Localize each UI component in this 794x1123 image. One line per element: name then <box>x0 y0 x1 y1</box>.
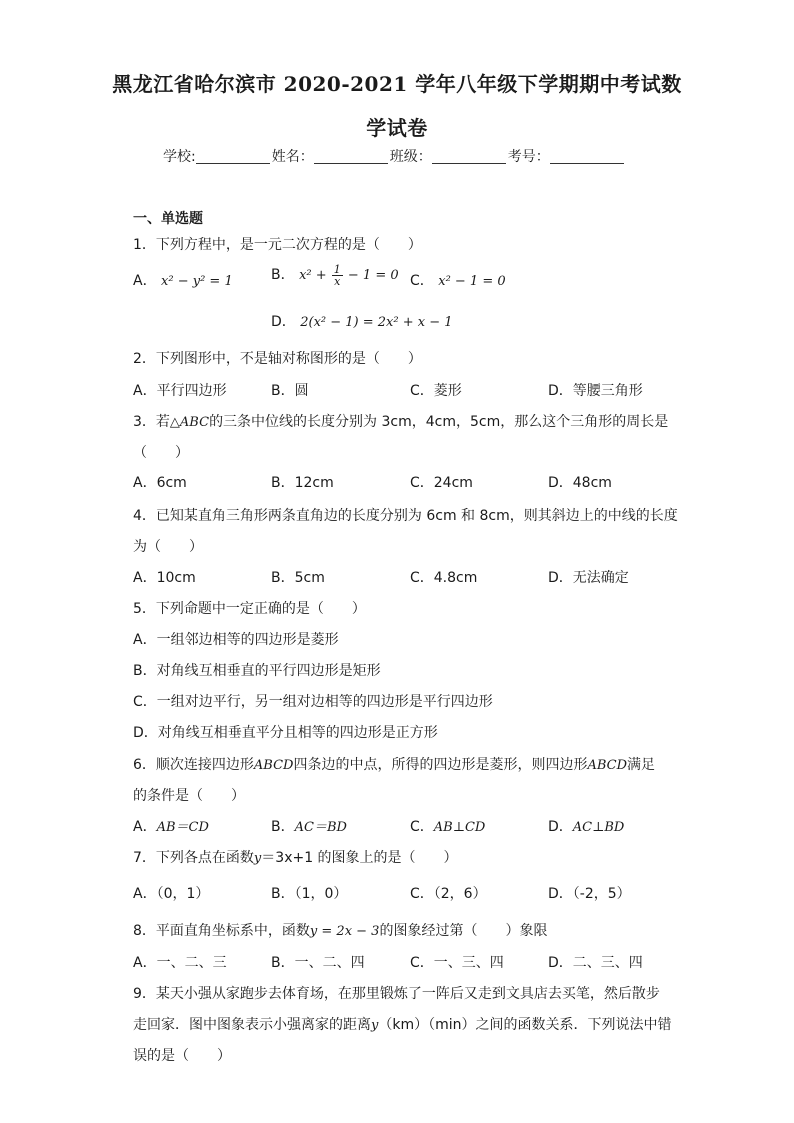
q4-option-a: A．10cm <box>133 570 196 586</box>
option-letter: B． <box>271 267 295 283</box>
q5-option-a: A．一组邻边相等的四边形是菱形 <box>133 632 339 648</box>
q1-option-d <box>271 311 453 331</box>
stem-text: 8．平面直角坐标系中，函数 <box>133 923 310 939</box>
option-letter: D． <box>548 819 573 835</box>
q3-option-b: B．12cm <box>271 475 334 491</box>
option-letter: C． <box>410 273 434 289</box>
q8-option-c: C．一、三、四 <box>410 955 504 971</box>
q6-option-b-math: AC＝BD <box>294 820 347 835</box>
q7-option-d: D．（-2，5） <box>548 886 631 902</box>
q8-option-a: A．一、二、三 <box>133 955 227 971</box>
school-blank <box>196 149 270 164</box>
q6-option-c <box>410 816 485 836</box>
question-2-stem: 2．下列图形中，不是轴对称图形的是（ ） <box>133 351 422 367</box>
option-letter: A． <box>133 273 157 289</box>
stem-text: 的三条中位线的长度分别为 3cm，4cm，5cm，那么这个三角形的周长是 <box>209 414 669 430</box>
q7-option-a: A．（0，1） <box>133 886 210 902</box>
q4-option-c: C．4.8cm <box>410 570 478 586</box>
question-6-stem-cont: 的条件是（ ） <box>133 788 245 804</box>
question-9-stem-cont2: 误的是（ ） <box>133 1048 231 1064</box>
q5-option-d: D．对角线互相垂直平分且相等的四边形是正方形 <box>133 725 438 741</box>
option-letter: D． <box>271 314 296 330</box>
question-7-stem <box>133 847 458 867</box>
class-label: 班级： <box>389 149 432 165</box>
stem-text: 7．下列各点在函数 <box>133 850 254 866</box>
stem-text: 四条边的中点，所得的四边形是菱形，则四边形 <box>293 757 588 773</box>
school-label: 学校: <box>163 149 196 165</box>
variable-y: y <box>371 1018 379 1033</box>
question-4-stem: 4．已知某直角三角形两条直角边的长度分别为 6cm 和 8cm，则其斜边上的中线的长度 <box>133 508 678 524</box>
q1b-fraction <box>332 264 343 287</box>
stem-text: 6．顺次连接四边形 <box>133 757 254 773</box>
q1-option-c <box>410 270 506 290</box>
function-y: y <box>253 851 262 866</box>
option-letter: C． <box>410 819 434 835</box>
class-blank <box>432 149 506 164</box>
q1-option-b <box>271 264 399 287</box>
number-blank <box>550 149 624 164</box>
q1b-math-part: x² + <box>299 268 331 283</box>
q1-option-b-math <box>299 263 399 288</box>
q6-option-d <box>548 816 624 836</box>
question-4-stem-cont: 为（ ） <box>133 539 203 555</box>
question-3-stem-cont: （ ） <box>133 445 189 461</box>
question-6-stem <box>133 754 655 774</box>
stem-text: 的图象经过第（ ）象限 <box>379 923 548 939</box>
question-9-stem: 9．某天小强从家跑步去体育场，在那里锻炼了一阵后又走到文具店去买笔，然后散步 <box>133 986 660 1002</box>
q4-option-b: B．5cm <box>271 570 325 586</box>
q4-option-d: D．无法确定 <box>548 570 629 586</box>
stem-text: （km）（min）之间的函数关系．下列说法中错 <box>378 1017 672 1033</box>
exam-title-line2: 学试卷 <box>366 116 428 140</box>
name-label: 姓名： <box>271 149 314 165</box>
q1-option-c-math: x² − 1 = 0 <box>438 274 506 289</box>
question-8-stem <box>133 920 547 940</box>
q6-option-a-math: AB＝CD <box>156 820 209 835</box>
function-expression: y = 2x − 3 <box>309 924 380 939</box>
quad-abcd: ABCD <box>253 758 294 773</box>
question-9-stem-cont <box>133 1014 672 1034</box>
q5-option-b: B．对角线互相垂直的平行四边形是矩形 <box>133 663 381 679</box>
q6-option-a <box>133 816 209 836</box>
exam-title-line1: 黑龙江省哈尔滨市 2020-2021 学年八年级下学期期中考试数 <box>112 72 682 96</box>
question-5-stem: 5．下列命题中一定正确的是（ ） <box>133 601 366 617</box>
q6-option-d-math: AC⊥BD <box>572 820 625 835</box>
option-letter: A． <box>133 819 157 835</box>
q1-option-d-math: 2(x² − 1) = 2x² + x − 1 <box>300 315 453 330</box>
q6-option-b <box>271 816 347 836</box>
triangle-abc: △ABC <box>169 415 210 430</box>
q6-option-c-math: AB⊥CD <box>433 820 486 835</box>
q2-option-b: B．圆 <box>271 383 309 399</box>
question-1-stem: 1．下列方程中，是一元二次方程的是（ ） <box>133 237 422 253</box>
q5-option-c: C．一组对边平行，另一组对边相等的四边形是平行四边形 <box>133 694 493 710</box>
q3-option-d: D．48cm <box>548 475 612 491</box>
stem-text: 走回家．图中图象表示小强离家的距离 <box>133 1017 371 1033</box>
fraction-numerator: 1 <box>333 263 341 276</box>
name-blank <box>314 149 388 164</box>
q1-option-a-math: x² − y² = 1 <box>161 274 233 289</box>
q2-option-c: C．菱形 <box>410 383 462 399</box>
stem-text: 满足 <box>627 757 656 773</box>
q8-option-d: D．二、三、四 <box>548 955 643 971</box>
q7-option-b: B．（1，0） <box>271 886 348 902</box>
q1-option-a <box>133 270 233 290</box>
fraction-denominator: x <box>334 275 341 288</box>
q7-option-c: C．（2，6） <box>410 886 487 902</box>
section-heading: 一、单选题 <box>133 211 203 227</box>
q3-option-c: C．24cm <box>410 475 473 491</box>
q1b-math-part: − 1 = 0 <box>343 268 399 283</box>
q3-option-a: A．6cm <box>133 475 187 491</box>
q2-option-a: A．平行四边形 <box>133 383 227 399</box>
student-info-row <box>163 146 626 166</box>
option-letter: B． <box>271 819 295 835</box>
question-3-stem <box>133 411 668 431</box>
quad-abcd: ABCD <box>587 758 628 773</box>
stem-text: ＝3x+1 的图象上的是（ ） <box>261 850 458 866</box>
q2-option-d: D．等腰三角形 <box>548 383 643 399</box>
number-label: 考号： <box>507 149 550 165</box>
q8-option-b: B．一、二、四 <box>271 955 365 971</box>
stem-text: 3．若 <box>133 414 170 430</box>
